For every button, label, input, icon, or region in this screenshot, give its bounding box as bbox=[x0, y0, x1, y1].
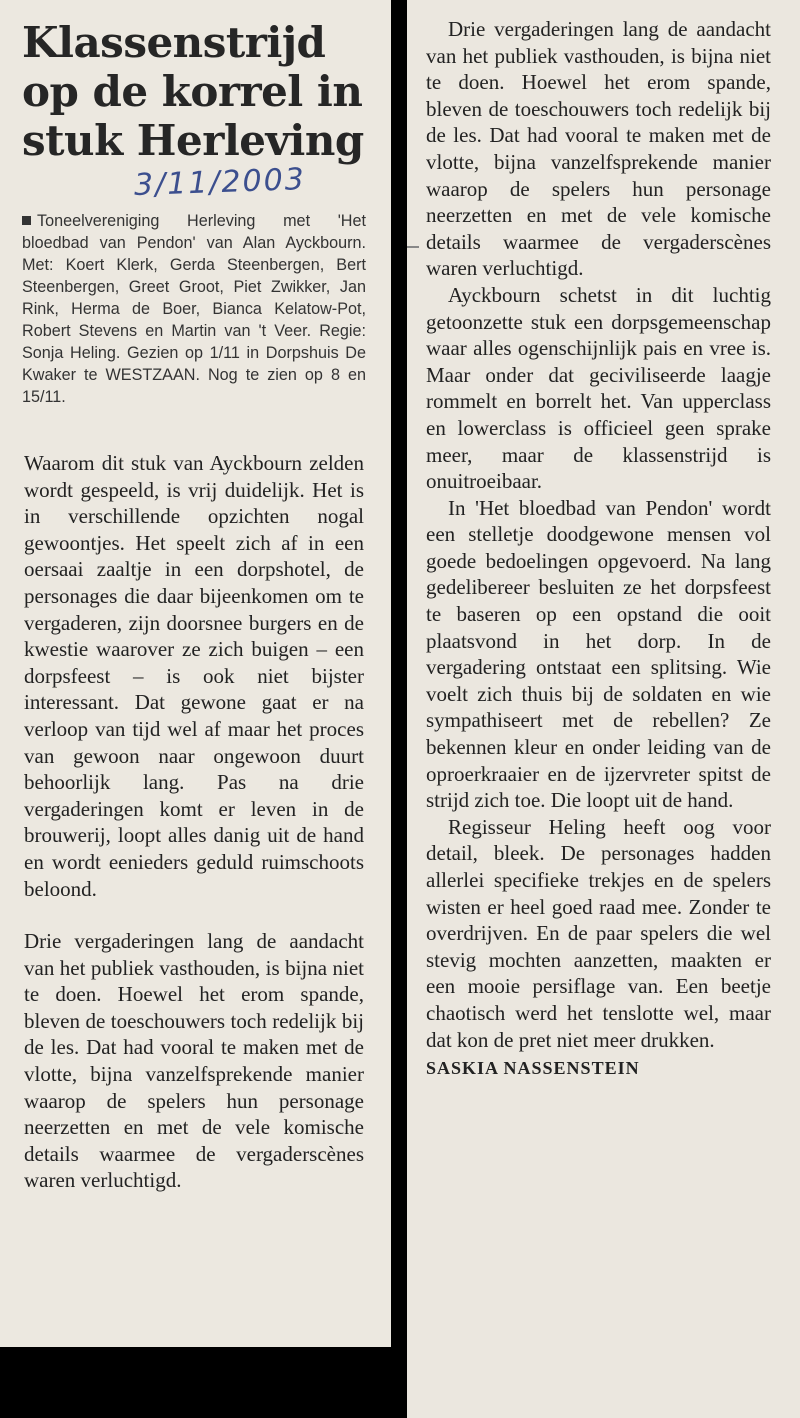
clipping-left-column bbox=[0, 0, 391, 1347]
right-body-text bbox=[426, 16, 771, 1082]
clipping-right-column bbox=[407, 0, 800, 1418]
left-paragraph-1: Waarom dit stuk van Ayckbourn zelden wordt gespeeld, is vrij duidelijk. Het is in verschillende opzichten nogal gewoontjes. Het speelt zich af in een oersaai zaaltje in een dorpshotel, de personages die daar bijeenkomen om te vergaderen, zijn doorsnee burgers en de kwestie waarover ze zich buigen – een dorpsfeest – is ook niet bijster interessant. Dat gewone gaat er na verloop van tijd wel af maar het proces van gewoon naar ongewoon duurt behoorlijk lang. Pas na drie vergaderingen komt er leven in de brouwerij, loopt alles danig uit de hand en wordt eenieders geduld ruimschoots beloond. bbox=[24, 451, 364, 901]
right-paragraph-4: Regisseur Heling heeft oog voor detail, bleek. De personages hadden allerlei specifieke trekjes en de spelers wisten er heel goed raad mee. Zonder te overdrijven. En de paar spelers die wel stevig mochten aanzetten, maakten er een mooie persiflage van. Een beetje chaotisch werd het tenslotte wel, maar dat kon de pret niet meer drukken. bbox=[426, 814, 771, 1052]
fold-mark bbox=[407, 246, 419, 248]
bullet-square-icon bbox=[22, 216, 31, 225]
right-paragraph-3: In 'Het bloedbad van Pendon' wordt een stelletje doodgewone mensen vol goede bedoelingen opgevoerd. Na lang gedelibereer besluiten ze het dorpsfeest te baseren op een opstand die ooit plaatsvond in het dorp. In de vergadering ontstaat een splitsing. Wie voelt zich thuis bij de soldaten en wie sympathiseert met de rebellen? Ze bekennen kleur en onder leiding van de oproerkraaier en de ijzervreter spitst de strijd zich toe. Die loopt uit de hand. bbox=[426, 495, 771, 813]
handwritten-date: 3/11/2003 bbox=[133, 162, 307, 203]
credits-text: Toneelvereniging Herleving met 'Het bloedbad van Pendon' van Alan Ayckbourn. Met: Koert Klerk, Gerda Steenbergen, Bert Steenbergen, Greet Groot, Piet Zwikker, Jan Rink, Herma de Boer, Bianca Kelatow-Pot, Robert Stevens en Martin van 't Veer. Regie: Sonja Heling. Gezien op 1/11 in Dorpshuis De Kwaker te WESTZAAN. Nog te zien op 8 en 15/11. bbox=[22, 212, 366, 406]
left-paragraph-2: Drie vergaderingen lang de aandacht van het publiek vasthouden, is bijna niet te doen. Hoewel het erom spande, bleven de toeschouwers toch redelijk bij de les. Dat had vooral te maken met de vlotte, bijna vanzelfsprekende manier waarop de spelers hun personage neerzetten en met de vele komische details waarmee de vergaderscènes waren verluchtigd. bbox=[24, 929, 364, 1193]
right-paragraph-1: Drie vergaderingen lang de aandacht van het publiek vasthouden, is bijna niet te doen. Hoewel het erom spande, bleven de toeschouwers toch redelijk bij de les. Dat had vooral te maken met de vlotte, bijna vanzelfsprekende manier waarop de spelers hun personage neerzetten en met de vele komische details waarmee de vergaderscènes waren verluchtigd. bbox=[426, 17, 771, 281]
author-byline: SASKIA NASSENSTEIN bbox=[426, 1058, 640, 1079]
right-paragraph-2: Ayckbourn schetst in dit luchtig getoonzette stuk een dorpsgemeenschap waar alles ogenschijnlijk pais en vree is. Maar onder dat geciviliseerde laagje rommelt en borrelt het. Van upperclass en lowerclass is officieel geen sprake meer, maar de klassenstrijd is onuitroeibaar. bbox=[426, 282, 771, 494]
article-headline: Klassenstrijd op de korrel in stuk Herleving bbox=[22, 18, 364, 165]
production-credits bbox=[22, 210, 366, 408]
left-body-text bbox=[24, 450, 364, 1220]
